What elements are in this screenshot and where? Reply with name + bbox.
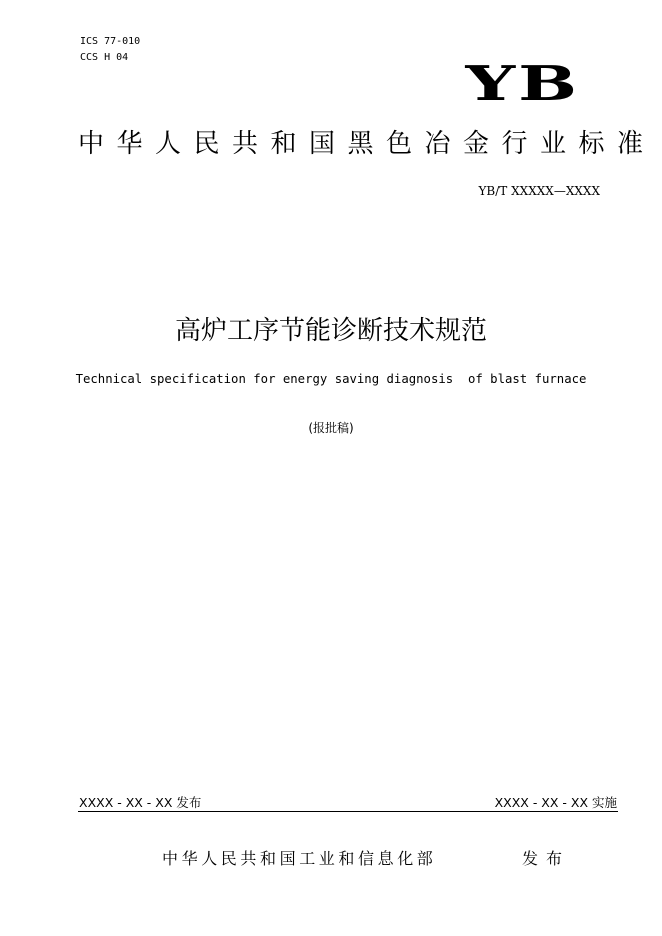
issue-label: 发布 bbox=[522, 849, 571, 868]
chinese-title: 高炉工序节能诊断技术规范 bbox=[174, 316, 487, 346]
industry-standard-heading: 中华人民共和国黑色冶金行业标准 bbox=[78, 129, 656, 159]
issuing-authority: 中华人民共和国工业和信息化部 bbox=[162, 849, 437, 868]
english-title: Technical specification for energy saving diagnosis of blast furnace bbox=[75, 372, 587, 386]
draft-stage-label: (报批稿) bbox=[308, 421, 354, 435]
publish-date: XXXX - XX - XX 发布 bbox=[79, 795, 202, 810]
divider-line bbox=[78, 811, 618, 812]
ccs-code: CCS H 04 bbox=[80, 52, 129, 63]
implement-date: XXXX - XX - XX 实施 bbox=[494, 795, 617, 810]
yb-logo: YB bbox=[465, 56, 580, 112]
ics-code: ICS 77-010 bbox=[80, 36, 141, 47]
standard-number: YB/T XXXXX—XXXX bbox=[478, 184, 600, 198]
